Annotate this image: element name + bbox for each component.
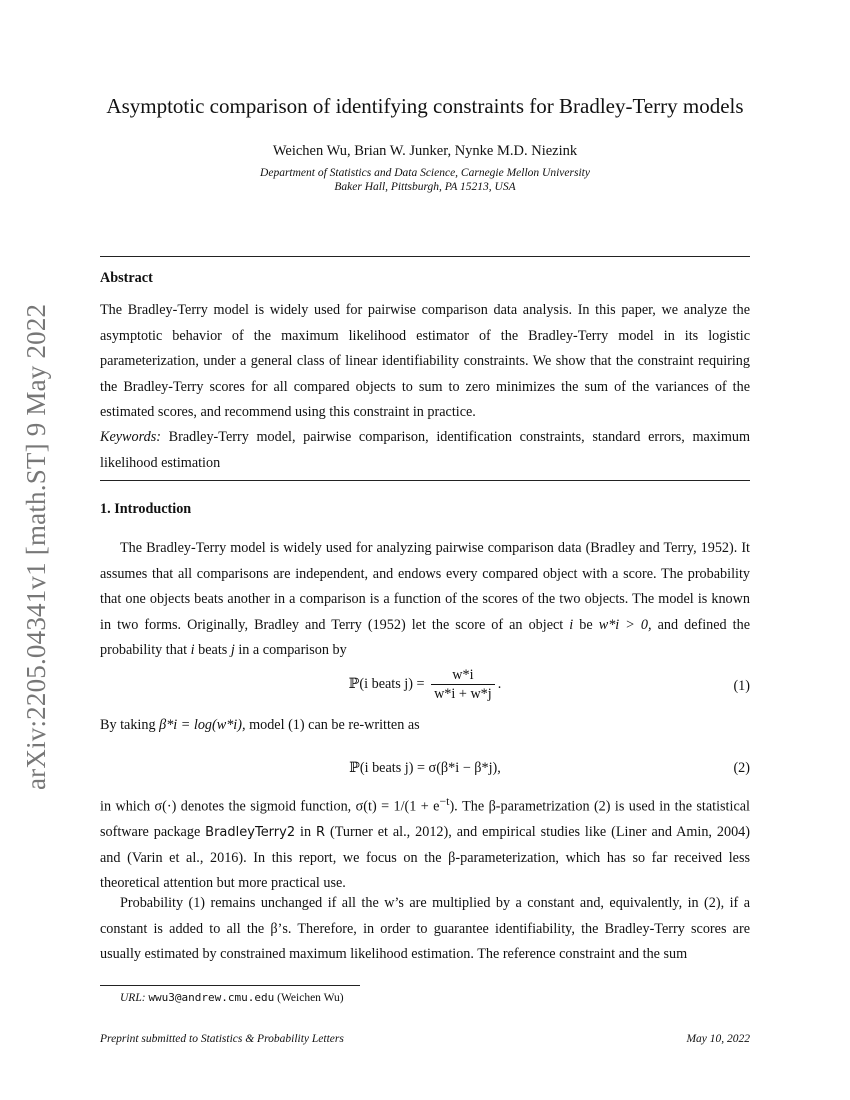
section-heading-introduction: 1. Introduction xyxy=(100,501,192,517)
abstract-text: The Bradley-Terry model is widely used for pairwise comparison data analysis. In this paper, we analyze the asymptotic behavior of the maximum likelihood estimator of the Bradley-Terry model in its logistic parameterization, under a general class of linear identifiability constraints. We show that the constraint requiring the Bradley-Terry scores for all compared objects to sum to zero minimizes the sum of the variances of the estimated scores, and recommend using this constraint in practice. xyxy=(100,302,750,420)
intro-p3-b: ). The β-parametrization (2) is used in the statistical software package xyxy=(100,798,750,841)
intro-p1-beats: beats xyxy=(198,642,228,658)
arxiv-identifier[interactable]: arXiv:2205.04341v1 [math.ST] 9 May 2022 xyxy=(21,303,51,790)
eq1-numerator: w*i xyxy=(431,666,495,685)
intro-p1-condition: w*i > 0, xyxy=(598,616,652,633)
intro-p1-var-i: i xyxy=(569,616,574,633)
keywords xyxy=(100,425,750,476)
intro-paragraph-2 xyxy=(100,713,750,739)
intro-p1-text: The Bradley-Terry model is widely used for analyzing pairwise comparison data (Bradley and Terry, 1952). It assumes that all comparisons are independent, and endows every compared object with a score. The probability that one objects beats another in a comparison is a function of the scores of the two objects. The model is known in two forms. Originally, Bradley and Terry (1952) let the score of an object xyxy=(100,540,750,633)
eq1-denominator: w*i + w*j xyxy=(434,686,492,702)
affiliation-line-1: Department of Statistics and Data Science, Carnegie Mellon University xyxy=(260,167,590,179)
keywords-text: Bradley-Terry model, pairwise comparison, identification constraints, standard errors, maximum likelihood estimation xyxy=(100,429,750,471)
eq1-period: . xyxy=(497,675,502,692)
footnote-name: (Weichen Wu) xyxy=(277,992,344,1004)
abstract-bottom-rule xyxy=(100,480,750,481)
intro-p1-tail: in a comparison by xyxy=(238,642,347,658)
affiliation xyxy=(100,166,750,194)
affiliation-line-2: Baker Hall, Pittsburgh, PA 15213, USA xyxy=(334,181,516,193)
abstract-heading: Abstract xyxy=(100,270,153,286)
intro-p1-j: j xyxy=(230,642,235,658)
intro-p2-definition: β*i = log(w*i), xyxy=(159,717,246,733)
eq1-number: (1) xyxy=(733,678,750,694)
intro-p1-mid: be xyxy=(579,616,593,633)
eq2-body: ℙ(i beats j) = σ(β*i − β*j), xyxy=(349,760,501,776)
equation-1 xyxy=(100,666,750,706)
intro-p1-end: and defined the probability that xyxy=(100,616,751,658)
eq1-lhs: ℙ(i beats j) = xyxy=(348,675,425,692)
intro-p3-exponent: −t xyxy=(439,794,450,808)
intro-paragraph-1 xyxy=(100,536,750,664)
paper-title: Asymptotic comparison of identifying constraints for Bradley-Terry models xyxy=(106,94,744,118)
footnote-email[interactable]: wwu3@andrew.cmu.edu xyxy=(148,991,275,1004)
abstract-top-rule xyxy=(100,256,750,257)
author-list: Weichen Wu, Brian W. Junker, Nynke M.D. Niezink xyxy=(272,143,578,159)
intro-paragraph-4: Probability (1) remains unchanged if all the w’s are multiplied by a constant and, equivalently, in (2), if a constant is added to all the β’s. Therefore, in order to guarantee identifiability, the Bradley-Terry scores are usually estimated by constrained maximum likelihood estimation. The reference constraint and the sum xyxy=(100,895,750,962)
eq2-number: (2) xyxy=(733,760,750,776)
intro-p3-in: in xyxy=(300,824,312,841)
software-package-name: BradleyTerry2 xyxy=(205,825,296,841)
eq1-fraction xyxy=(431,666,495,703)
intro-paragraph-3 xyxy=(100,789,750,897)
equation-2 xyxy=(100,752,750,792)
footer-preprint-note: Preprint submitted to Statistics & Probability Letters xyxy=(100,1033,344,1045)
footnote-label: URL: xyxy=(120,992,146,1004)
footnote xyxy=(120,991,344,1004)
keywords-label: Keywords: xyxy=(100,429,161,445)
intro-p3-a: in which σ(·) denotes the sigmoid function, σ(t) = 1/(1 + e xyxy=(100,798,440,815)
footnote-rule xyxy=(100,985,360,986)
software-r-name: R xyxy=(316,825,326,841)
intro-p2-start: By taking xyxy=(100,717,156,733)
footer-date: May 10, 2022 xyxy=(686,1033,750,1045)
intro-p2-end: model (1) can be re-written as xyxy=(249,717,420,733)
intro-p3-c: (Turner et al., 2012), and empirical studies like (Liner and Amin, 2004) and (Varin et al., 2016). In this report, we focus on the β-parameterization, which has so far received less theoretical attention but more practical use. xyxy=(100,824,750,892)
intro-p1-i: i xyxy=(190,642,195,658)
